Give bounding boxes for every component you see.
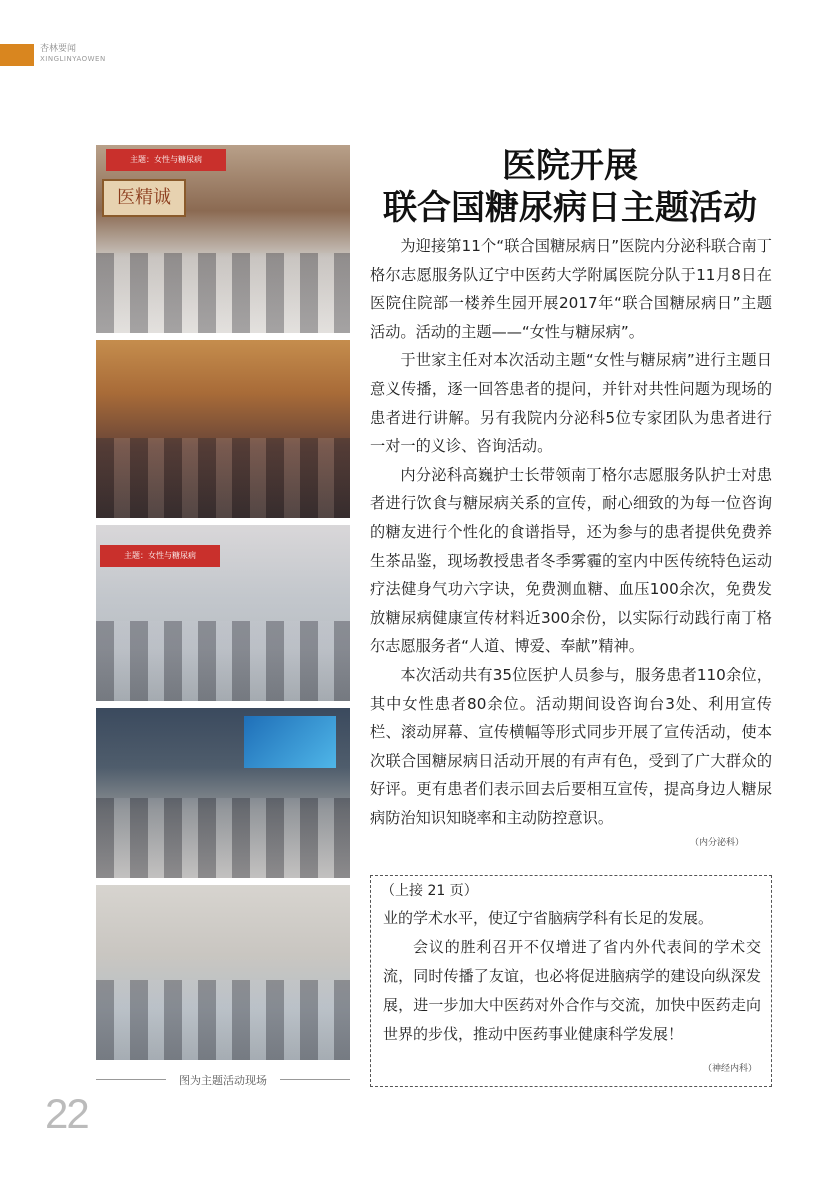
continuation-body <box>383 904 761 1049</box>
continuation-source: （神经内科） <box>702 1064 757 1074</box>
people-group <box>96 438 350 518</box>
activity-photo-1 <box>96 145 350 333</box>
photo-column <box>96 145 350 1067</box>
article-paragraph: 为迎接第11个“联合国糖尿病日”医院内分泌科联合南丁格尔志愿服务队辽宁中医药大学附属医院分队于11月8日在医院住院部一楼养生园开展2017年“联合国糖尿病日”主题活动。活动的主题——“女性与糖尿病”。 <box>370 237 772 341</box>
activity-photo-2 <box>96 340 350 518</box>
article-source: （内分泌科） <box>690 838 745 848</box>
photo-caption: 图为主题活动现场 <box>179 1074 267 1087</box>
people-group <box>96 980 350 1060</box>
section-accent-bar <box>0 44 34 66</box>
display-screen <box>244 716 336 768</box>
continuation-paragraph: 业的学术水平，使辽宁省脑病学科有长足的发展。 <box>383 909 714 927</box>
article-paragraph: 本次活动共有35位医护人员参与，服务患者110余位，其中女性患者80余位。活动期间设咨询台3处、利用宣传栏、滚动屏幕、宣传横幅等形式同步开展了宣传活动，使本次联合国糖尿病日活动开展的有声有色，受到了广大群众的好评。更有患者们表示回去后要相互宣传，提高身边人糖尿病防治知识知晓率和主动防控意识。 <box>370 665 772 827</box>
people-group <box>96 798 350 878</box>
article-title-line2: 联合国糖尿病日主题活动 <box>383 188 757 228</box>
photo-caption-row <box>96 1071 350 1087</box>
article-paragraph: 于世家主任对本次活动主题“女性与糖尿病”进行主题日意义传播，逐一回答患者的提问，并针对共性问题为现场的患者进行讲解。另有我院内分泌科5位专家团队为患者进行一对一的义诊、咨询活动。 <box>370 351 772 456</box>
banner: 主题：女性与糖尿病 <box>106 149 226 171</box>
continuation-header: （上接 21 页） <box>381 883 478 899</box>
people-group <box>96 253 350 333</box>
caption-rule-right <box>280 1079 350 1080</box>
continuation-paragraph: 会议的胜利召开不仅增进了省内外代表间的学术交流，同时传播了友谊，也必将促进脑病学的建设向纵深发展，进一步加大中医药对外合作与交流，加快中医药走向世界的步伐，推动中医药事业健康科学发展！ <box>383 938 761 1043</box>
article-body <box>370 232 772 832</box>
section-title: 杏林要闻 <box>40 44 77 54</box>
section-title-en: XINGLINYAOWEN <box>40 55 106 63</box>
article-title-line1: 医院开展 <box>502 146 638 186</box>
hospital-sign: 医精诚 <box>102 179 186 217</box>
article-paragraph: 内分泌科高巍护士长带领南丁格尔志愿服务队护士对患者进行饮食与糖尿病关系的宣传，耐心细致的为每一位咨询的糖友进行个性化的食谱指导，还为参与的患者提供免费养生茶品鉴，现场教授患者冬季雾霾的室内中医传统特色运动疗法健身气功六字诀，免费测血糖、血压100余次，免费发放糖尿病健康宣传材料近300余份，以实际行动践行南丁格尔志愿服务者“人道、博爱、奉献”精神。 <box>370 465 772 656</box>
people-group <box>96 621 350 701</box>
continuation-box <box>370 875 772 1087</box>
page-number: 22 <box>45 1090 88 1137</box>
banner: 主题：女性与糖尿病 <box>100 545 220 567</box>
activity-photo-3 <box>96 525 350 701</box>
activity-photo-4 <box>96 708 350 878</box>
activity-photo-5 <box>96 885 350 1060</box>
